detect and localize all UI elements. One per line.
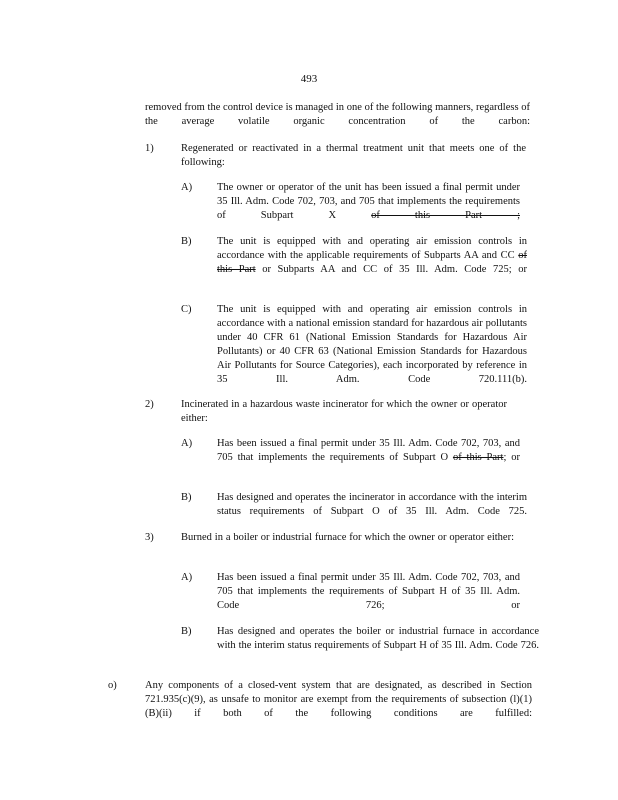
item-3b-marker: B) [181,626,192,637]
item-1b-marker: B) [181,236,192,247]
item-2a-marker: A) [181,438,193,449]
item-1b-text [217,235,527,291]
item-3a-text: Has been issued a final permit under 35 Ill. Adm. Code 702, 703, and 705 that implements the requirements of Subpart H of 35 Ill. Adm. Code 726; or [217,572,520,611]
item-1a-body: The owner or operator of the unit has been issued a final permit under 35 Ill. Adm. Code 702, 703, and 705 that implements the requirements of Subpart X [217,182,520,221]
item-1b-body-cont: or Subparts AA and CC of 35 Ill. Adm. Code 725; or [262,264,527,275]
item-1a-marker: A) [181,182,193,193]
item-3a-marker: A) [181,572,193,583]
item-2-marker: 2) [145,399,154,410]
item-3-marker: 3) [145,532,154,543]
item-1c-marker: C) [181,304,192,315]
intro-paragraph: removed from the control device is managed in one of the following manners, regardless of the average volatile organic concentration of the carbon: [145,102,530,127]
item-2b-marker: B) [181,492,192,503]
item-1a-struck-text: of this Part ; [371,210,520,221]
item-1-marker: 1) [145,143,154,154]
item-1b-body: The unit is equipped with and operating air emission controls in accordance with the applicable requirements of Subparts AA and CC [217,236,527,261]
item-2b-text: Has designed and operates the incinerator in accordance with the interim status requirements of Subpart O of 35 Ill. Adm. Code 725. [217,492,527,517]
item-2a-struck-text: of this Part [452,452,504,463]
item-3b-text: Has designed and operates the boiler or industrial furnace in accordance with the interim status requirements of Subpart H of 35 Ill. Adm. Code 726. [217,626,539,651]
item-1-text: Regenerated or reactivated in a thermal treatment unit that meets one of the following: [181,143,526,168]
item-1a-text [217,181,520,237]
section-o-marker: o) [108,680,117,691]
page-number: 493 [300,73,318,85]
item-2a-body-cont: ; or [503,452,520,463]
item-2a-body: Has been issued a final permit under 35 Ill. Adm. Code 702, 703, and 705 that implements the requirements of Subpart O [217,438,520,463]
item-1c-text: The unit is equipped with and operating air emission controls in accordance with a national emission standard for hazardous air pollutants under 40 CFR 61 (National Emission Standards for Hazardous Air Pollutants) or 40 CFR 63 (National Emission Standards for Hazardous Air Pollutants for Source Categories), each incorporated by reference in 35 Ill. Adm. Code 720.111(b). [217,304,527,385]
section-o-text: Any components of a closed-vent system that are designated, as described in Section 721.935(c)(9), as unsafe to monitor are exempt from the requirements of subsection (l)(1)(B)(ii) if both of the following conditions are fulfilled: [145,680,532,719]
item-2a-text [217,437,520,479]
item-3-text: Burned in a boiler or industrial furnace for which the owner or operator either: [181,532,514,543]
item-1b-struck-text: of this Part [217,250,527,275]
item-2-text: Incinerated in a hazardous waste incinerator for which the owner or operator either: [181,399,507,424]
